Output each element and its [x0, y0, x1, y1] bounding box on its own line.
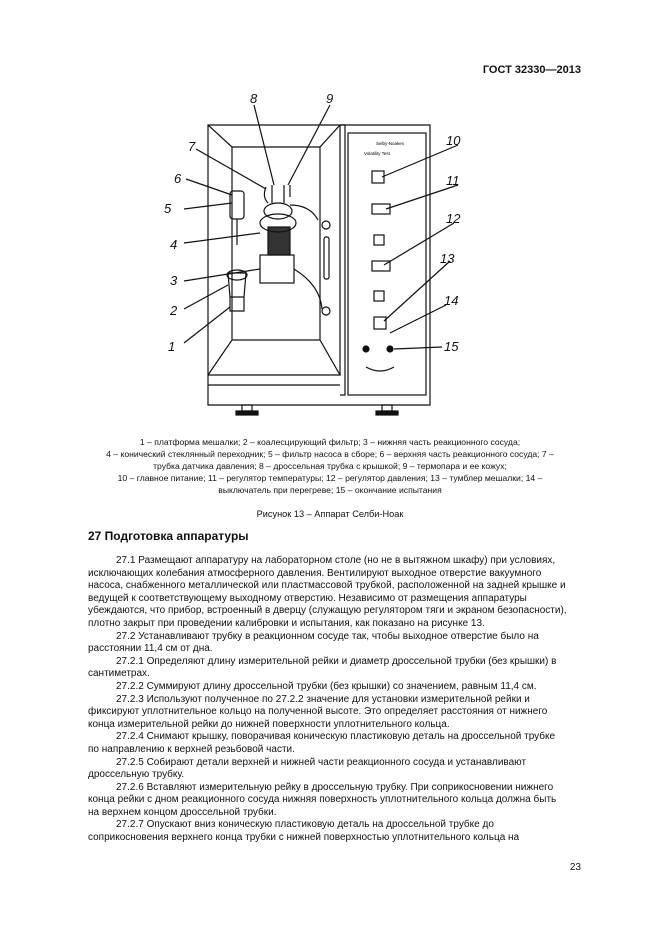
paragraph-line: 27.1 Размещают аппаратуру на лабораторном столе (но не в вытяжном шкафу) при условиях,	[116, 555, 556, 566]
paragraph-line: 27.2 Устанавливают трубку в реакционном сосуде так, чтобы выходное отверстие было на	[116, 630, 539, 642]
paragraph-line: конца рейки с дном реакционного сосуда нижняя поверхность уплотнительного кольца должна быть	[88, 794, 557, 806]
callout-5: 5	[164, 201, 172, 216]
callout-14: 14	[444, 293, 459, 308]
legend-line: 4 – конический стеклянный переходник; 5 – фильтр насоса в сборе; 6 – верхняя часть реакционного сосуда; 7 –	[106, 449, 554, 459]
paragraph-line: плотно закрыт при проведении калибровки и испытания, как показано на рисунке 13.	[88, 617, 485, 629]
paragraph-line: 27.2.6 Вставляют измерительную рейку в дроссельную трубку. При соприкосновении нижнего	[116, 781, 554, 793]
callout-11: 11	[446, 173, 460, 188]
paragraph-line: 27.2.3 Используют полученное по 27.2.2 значение для установки измерительной рейки и	[116, 693, 530, 705]
paragraph-line: 27.2.1 Определяют длину измерительной рейки и диаметр дроссельной трубки (без крышки) в	[116, 655, 557, 667]
callout-6: 6	[174, 171, 182, 186]
figure-legend	[40, 436, 620, 496]
callout-9: 9	[326, 91, 334, 106]
paragraph-line: соприкосновения верхнего конца трубки с нижней поверхностью уплотнительного кольца на	[88, 832, 520, 844]
legend-line: выключатель при перегреве; 15 – окончание испытания	[218, 485, 442, 495]
callout-2: 2	[170, 303, 178, 318]
paragraph-line: дроссельную трубку.	[88, 769, 185, 781]
legend-line: 10 – главное питание; 11 – регулятор температуры; 12 – регулятор давления; 13 – тумблер мешалки; 14 –	[117, 473, 543, 483]
callout-4: 4	[170, 237, 178, 252]
page-number: 23	[569, 862, 581, 873]
paragraph-line: расстоянии 11,4 см от дна.	[88, 643, 213, 655]
paragraph-line: исключающих колебания атмосферного давления. Вентилируют выходное отверстие вакуумного	[88, 567, 542, 579]
callout-15: 15	[444, 339, 459, 354]
paragraph-line: 27.2.2 Суммируют длину дроссельной трубки (без крышки) со значением, равным 11,4 см.	[116, 680, 537, 692]
control-panel	[348, 133, 426, 395]
legend-line: трубка датчика давления; 8 – дроссельная трубка с крышкой; 9 – термопара и ее кожух;	[153, 461, 507, 471]
legend-line: 1 – платформа мешалки; 2 – коалесцирующий фильтр; 3 – нижняя часть реакционного сосуда;	[139, 437, 521, 447]
callout-3: 3	[170, 273, 178, 288]
panel-label-line2: Volatility Test	[364, 151, 390, 156]
paragraph-line: ведущей к соответствующему выходному отверстию. Независимо от размещения аппаратуры	[88, 592, 527, 604]
paragraph-line: конца измерительной рейки до нижней поверхности уплотнительного кольца.	[88, 718, 450, 730]
figure-title: Рисунок 13 – Аппарат Селби-Ноак	[256, 509, 404, 519]
document-header: ГОСТ 32330—2013	[482, 64, 581, 76]
body-text	[88, 555, 582, 845]
paragraph-line: сантиметрах.	[88, 668, 150, 680]
paragraph-line: насоса, снабженного металлической или пластмассовой трубкой, расположенной на задней крышке и	[88, 580, 566, 592]
section-heading: 27 Подготовка аппаратуры	[88, 529, 249, 543]
callout-13: 13	[440, 251, 455, 266]
callout-8: 8	[250, 91, 258, 106]
callout-1: 1	[168, 339, 176, 354]
paragraph-line: 27.2.4 Снимают крышку, поворачивая коническую пластиковую деталь на дроссельной трубке	[116, 731, 556, 743]
paragraph-line: 27.2.5 Собирают детали верхней и нижней части реакционного сосуда и устанавливают	[116, 756, 527, 768]
cabinet-frame	[208, 125, 430, 405]
apparatus-figure	[150, 85, 510, 425]
paragraph-line: фиксируют уплотнительное кольцо на полученной высоте. Это определяет расстояния от нижнего	[88, 706, 548, 718]
paragraph-line: на верхнем концом дроссельной трубки.	[88, 806, 277, 818]
callout-7: 7	[188, 139, 196, 154]
callout-12: 12	[446, 211, 461, 226]
callout-10: 10	[446, 133, 461, 148]
panel-label-line1: Selby-Noakes	[376, 141, 405, 146]
paragraph-line: по направлению к верхней резьбовой части.	[88, 743, 295, 755]
paragraph-line: убеждаются, что прибор, встроенный в дверцу (служащую регулятором тяги и экраном безопасности),	[88, 605, 567, 617]
paragraph-line: 27.2.7 Опускают вниз коническую пластиковую деталь на дроссельной трубке до	[116, 819, 494, 831]
